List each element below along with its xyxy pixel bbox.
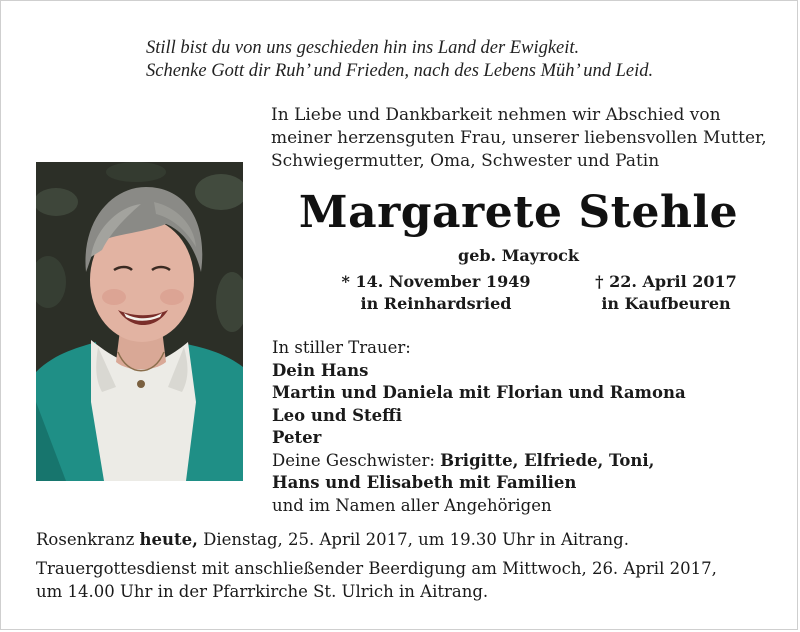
service-info: [36, 528, 776, 603]
birth-date: * 14. November 1949: [341, 272, 531, 291]
birth-name: geb. Mayrock: [458, 246, 579, 265]
death-date: † 22. April 2017: [595, 272, 737, 291]
verse-line-2: Schenke Gott dir Ruh’ und Frieden, nach des Lebens Müh’ und Leid.: [146, 61, 654, 81]
mourners-closing: und im Namen aller Angehörigen: [272, 495, 552, 515]
farewell-intro: [271, 104, 771, 173]
rosary-line: [36, 528, 776, 551]
birth-place: in Reinhardsried: [360, 294, 512, 313]
rosary-prefix: Rosenkranz: [36, 530, 135, 549]
birth-info: [306, 271, 566, 315]
mourner-line-1: Dein Hans: [272, 360, 369, 380]
funeral-line-1: Trauergottesdienst mit anschließender Beerdigung am Mittwoch, 26. April 2017,: [36, 559, 717, 578]
mourners-list: [272, 337, 792, 517]
verse-line-1: Still bist du von uns geschieden hin ins Land der Ewigkeit.: [146, 38, 580, 58]
intro-line-1: In Liebe und Dankbarkeit nehmen wir Abschied von: [271, 105, 721, 125]
deceased-name: Margarete Stehle: [298, 187, 739, 238]
mourner-line-3: Leo und Steffi: [272, 405, 402, 425]
death-place: in Kaufbeuren: [601, 294, 731, 313]
intro-line-2: meiner herzensguten Frau, unserer liebensvollen Mutter,: [271, 128, 767, 148]
intro-line-3: Schwiegermutter, Oma, Schwester und Patin: [271, 151, 660, 171]
mourner-line-2: Martin und Daniela mit Florian und Ramona: [272, 383, 686, 402]
siblings-label: Deine Geschwister:: [272, 450, 435, 470]
siblings-line: [272, 450, 792, 473]
death-info: [576, 271, 756, 315]
mourners-heading: In stiller Trauer:: [272, 338, 411, 357]
memorial-verse: [146, 37, 786, 83]
funeral-line-2: um 14.00 Uhr in der Pfarrkirche St. Ulrich in Aitrang.: [36, 582, 489, 601]
portrait-image: [36, 162, 243, 481]
mourner-line-4: Peter: [272, 428, 322, 447]
portrait-photo: [36, 162, 243, 481]
siblings-names: Brigitte, Elfriede, Toni,: [440, 450, 655, 470]
rosary-details: Dienstag, 25. April 2017, um 19.30 Uhr in Aitrang.: [203, 530, 629, 549]
rosary-today: heute,: [139, 530, 198, 549]
mourner-line-6: Hans und Elisabeth mit Familien: [272, 473, 577, 492]
